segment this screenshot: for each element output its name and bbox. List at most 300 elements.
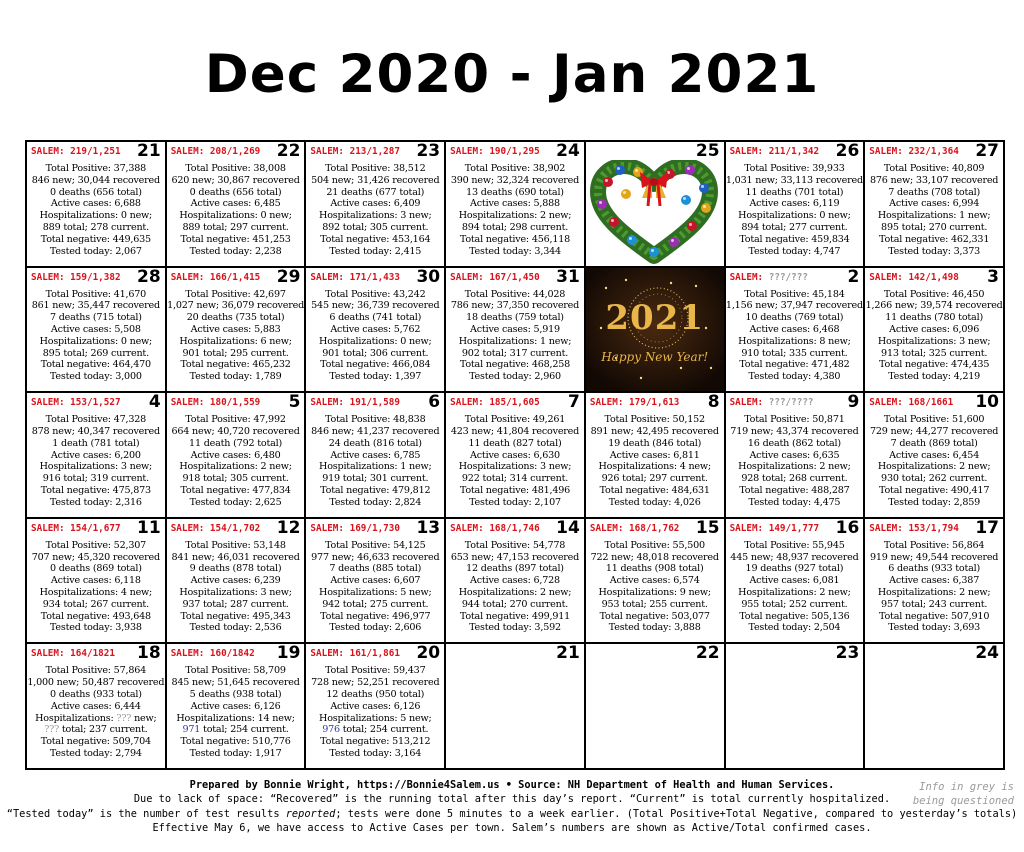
salem-cases-label bbox=[171, 272, 261, 283]
stat-line: Total Positive: 38,512 bbox=[325, 163, 426, 174]
stat-line: 910 total; 335 current. bbox=[741, 347, 848, 359]
day-cell bbox=[726, 519, 866, 645]
stat-line: Active cases: 6,574 bbox=[609, 575, 700, 587]
stat-line: Hospitalizations: 2 new; bbox=[877, 461, 991, 473]
stat-line: 445 new; 48,937 recovered bbox=[730, 551, 859, 563]
stat-line: Total negative: 513,212 bbox=[320, 736, 431, 748]
day-number: 13 bbox=[416, 518, 441, 538]
stat-line: Hospitalizations: 5 new; bbox=[319, 586, 432, 598]
day-number: 21 bbox=[556, 644, 580, 664]
salem-cases-text: SALEM: 159/1,382 bbox=[31, 271, 121, 283]
day-cell bbox=[726, 142, 866, 268]
day-stats bbox=[167, 540, 305, 634]
stat-line: Total negative: 465,232 bbox=[180, 359, 291, 371]
stat-line: 12 deaths (897 total) bbox=[466, 563, 564, 575]
day-number: 9 bbox=[847, 393, 860, 413]
stat-line: Total Positive: 54,125 bbox=[325, 539, 426, 551]
stat-line: Tested today: 3,373 bbox=[888, 245, 981, 257]
stat-line: 20 deaths (735 total) bbox=[186, 312, 285, 324]
salem-cases-label bbox=[450, 272, 540, 283]
day-number: 5 bbox=[288, 393, 301, 413]
day-number: 11 bbox=[137, 518, 161, 538]
stat-line: Total negative: 490,417 bbox=[879, 484, 990, 496]
grey-info-note-line2: being questioned bbox=[912, 795, 1014, 807]
stat-line: 953 total; 255 current. bbox=[601, 598, 708, 610]
stat-line: 5 deaths (938 total) bbox=[189, 688, 282, 700]
salem-cases-label bbox=[171, 648, 255, 659]
day-number: 10 bbox=[975, 393, 999, 413]
stat-line: 902 total; 317 current. bbox=[461, 347, 569, 359]
day-stats bbox=[865, 414, 1003, 508]
salem-cases-label bbox=[310, 146, 400, 157]
stat-line: Total Positive: 42,697 bbox=[185, 288, 286, 300]
day-cell bbox=[446, 268, 586, 394]
footer-note-tested-emphasis: reported bbox=[285, 807, 336, 820]
day-stats bbox=[306, 289, 444, 383]
day-number: 16 bbox=[835, 518, 860, 538]
salem-cases-label bbox=[730, 272, 808, 283]
stat-line: Tested today: 2,067 bbox=[49, 245, 142, 257]
day-cell bbox=[306, 519, 446, 645]
stat-line: 504 new; 31,426 recovered bbox=[311, 174, 440, 186]
stat-line: 1,031 new; 33,113 recovered bbox=[725, 174, 863, 186]
stat-line: 916 total; 319 current. bbox=[42, 473, 149, 485]
stat-line: 934 total; 267 current. bbox=[42, 598, 149, 610]
day-stats bbox=[726, 414, 864, 508]
day-cell bbox=[167, 268, 307, 394]
stat-line: Tested today: 3,888 bbox=[608, 622, 701, 634]
salem-cases-text: SALEM: 211/1,342 bbox=[729, 146, 820, 157]
stat-line: Hospitalizations: 1 new; bbox=[877, 210, 991, 222]
day-cell bbox=[586, 268, 726, 394]
stat-line: Hospitalizations: 0 new; bbox=[39, 210, 153, 222]
stat-line: Total Positive: 53,148 bbox=[185, 539, 286, 551]
stat-line: 6 deaths (933 total) bbox=[888, 563, 981, 575]
day-number: 23 bbox=[416, 142, 441, 161]
salem-cases-text: SALEM: 213/1,287 bbox=[310, 146, 400, 157]
stat-line: 922 total; 314 current. bbox=[461, 473, 569, 485]
stat-line: 895 total; 270 current. bbox=[881, 221, 988, 233]
stat-line: Hospitalizations: 6 new; bbox=[179, 335, 292, 347]
stat-line: Total negative: 451,253 bbox=[180, 233, 291, 245]
stat-line: Hospitalizations: 4 new; bbox=[39, 586, 153, 598]
stat-line: Active cases: 6,118 bbox=[50, 575, 141, 587]
stat-line: Total Positive: 55,945 bbox=[744, 539, 845, 551]
stat-line: Hospitalizations: 3 new; bbox=[179, 586, 292, 598]
stat-line: Active cases: 6,096 bbox=[889, 323, 980, 335]
stat-line: 10 deaths (769 total) bbox=[745, 312, 844, 324]
salem-cases-text: SALEM: 154/1,677 bbox=[31, 522, 121, 534]
stat-line: Active cases: 5,888 bbox=[470, 198, 560, 210]
stat-line: Total negative: 449,635 bbox=[40, 233, 151, 245]
footer-note-tested-part2: ; tests were done 5 minutes to a week earlier. (Total Positive+Total Negative, compared to yesterday’s totals) bbox=[335, 807, 1018, 820]
footer-note-active: Effective May 6, we have access to Active Cases per town. Salem’s numbers are shown as Active/Total confirmed cases. bbox=[152, 822, 872, 835]
day-number: 28 bbox=[137, 267, 161, 287]
day-stats bbox=[586, 414, 724, 508]
stat-line: 1,156 new; 37,947 recovered bbox=[725, 300, 863, 312]
stat-blue-value: 971 bbox=[182, 724, 201, 736]
stat-line: Active cases: 5,883 bbox=[190, 323, 281, 335]
day-cell bbox=[27, 268, 167, 394]
stat-line: Total negative: 484,631 bbox=[599, 484, 710, 496]
stat-line: 11 death (792 total) bbox=[189, 437, 283, 449]
day-stats bbox=[586, 540, 724, 634]
stat-line: 707 new; 45,320 recovered bbox=[31, 551, 160, 563]
salem-cases-text: SALEM: 153/1,794 bbox=[869, 522, 959, 534]
new-year-greeting: Happy New Year! bbox=[601, 349, 709, 364]
stat-line: Active cases: 6,119 bbox=[749, 198, 840, 210]
stat-line: Hospitalizations: 2 new; bbox=[738, 461, 851, 473]
stat-line: 0 deaths (933 total) bbox=[49, 688, 142, 700]
stat-line: 841 new; 46,031 recovered bbox=[171, 551, 300, 563]
stat-line: Total negative: 496,977 bbox=[320, 610, 431, 622]
stat-line: Total negative: 503,077 bbox=[599, 610, 710, 622]
stat-line: 1,027 new; 36,079 recovered bbox=[167, 300, 305, 312]
salem-cases-text: SALEM: 232/1,364 bbox=[869, 146, 959, 157]
stat-line: Total negative: 493,648 bbox=[40, 610, 151, 622]
stat-line: Active cases: 5,919 bbox=[470, 323, 560, 335]
stat-line: Tested today: 3,693 bbox=[888, 622, 981, 634]
stat-line: 891 new; 42,495 recovered bbox=[590, 425, 719, 437]
day-cell bbox=[446, 393, 586, 519]
stat-line: Active cases: 6,081 bbox=[749, 575, 840, 587]
day-cell bbox=[167, 644, 307, 770]
day-number: 22 bbox=[695, 644, 720, 664]
stat-line: 901 total; 295 current. bbox=[182, 347, 289, 359]
salem-cases-label bbox=[31, 648, 115, 659]
day-stats bbox=[726, 289, 864, 383]
stat-line: 1 death (781 total) bbox=[52, 437, 140, 449]
salem-cases-label bbox=[730, 146, 820, 157]
salem-cases-text: SALEM: 154/1,702 bbox=[170, 522, 261, 534]
stat-grey-value: ??? bbox=[44, 724, 60, 736]
day-number: 26 bbox=[835, 142, 860, 161]
stat-line: Total Positive: 44,028 bbox=[464, 288, 566, 300]
stat-line: 894 total; 277 current. bbox=[741, 221, 848, 233]
stat-line: 1,000 new; 50,487 recovered bbox=[27, 677, 165, 689]
stat-line: Active cases: 6,630 bbox=[470, 449, 560, 461]
day-number: 30 bbox=[416, 267, 441, 287]
stat-line: 913 total; 325 current. bbox=[881, 347, 988, 359]
salem-cases-text: SALEM: 166/1,415 bbox=[170, 271, 261, 283]
stat-line: Total Positive: 59,437 bbox=[325, 665, 426, 677]
stat-line: 19 deaths (927 total) bbox=[745, 563, 844, 575]
salem-cases-text: SALEM: 171/1,433 bbox=[310, 271, 400, 283]
day-cell bbox=[586, 644, 726, 770]
stat-line: 895 total; 269 current. bbox=[42, 347, 149, 359]
stat-line: 957 total; 243 current. bbox=[881, 598, 988, 610]
stat-line: Active cases: 6,444 bbox=[50, 700, 141, 712]
stat-line: Tested today: 3,344 bbox=[469, 245, 561, 257]
salem-cases-label bbox=[450, 523, 540, 534]
stat-line: Tested today: 2,536 bbox=[189, 622, 282, 634]
stat-line: Total negative: 477,834 bbox=[180, 484, 291, 496]
stat-line: Total negative: 495,343 bbox=[180, 610, 291, 622]
day-number: 15 bbox=[695, 518, 720, 538]
day-cell bbox=[306, 644, 446, 770]
day-cell bbox=[167, 393, 307, 519]
stat-line: Active cases: 6,785 bbox=[330, 449, 421, 461]
salem-cases-label bbox=[869, 523, 959, 534]
stat-line: 11 deaths (780 total) bbox=[885, 312, 983, 324]
stat-line: Tested today: 3,164 bbox=[329, 747, 422, 759]
stat-line: Total Positive: 48,838 bbox=[325, 414, 426, 426]
stat-line: Hospitalizations: 4 new; bbox=[598, 461, 711, 473]
stat-line: 930 total; 262 current. bbox=[881, 473, 988, 485]
salem-cases-label bbox=[450, 397, 540, 408]
stat-line: Total negative: 456,118 bbox=[459, 233, 571, 245]
stat-line: Tested today: 4,026 bbox=[608, 496, 701, 508]
stat-text: Hospitalizations: bbox=[35, 712, 117, 724]
stat-line: 919 new; 49,544 recovered bbox=[870, 551, 999, 563]
salem-cases-unknown: ???/??? bbox=[768, 271, 808, 283]
stat-line: 620 new; 30,867 recovered bbox=[171, 174, 300, 186]
stat-line: Total Positive: 45,184 bbox=[744, 288, 845, 300]
stat-line: 24 death (816 total) bbox=[328, 437, 422, 449]
stat-line: Hospitalizations: 9 new; bbox=[598, 586, 711, 598]
salem-cases-label bbox=[310, 397, 400, 408]
stat-line: Active cases: 6,200 bbox=[50, 449, 141, 461]
stat-line: 0 deaths (869 total) bbox=[49, 563, 142, 575]
day-cell bbox=[27, 142, 167, 268]
day-number: 19 bbox=[276, 644, 301, 664]
day-cell bbox=[27, 644, 167, 770]
stat-line: Tested today: 3,938 bbox=[49, 622, 142, 634]
day-number: 17 bbox=[975, 518, 999, 538]
stat-line: Total Positive: 47,992 bbox=[185, 414, 286, 426]
stat-line: Total negative: 471,482 bbox=[739, 359, 850, 371]
salem-cases-text: SALEM: bbox=[729, 397, 769, 409]
footer-note-tested bbox=[0, 807, 1024, 821]
stat-line: 894 total; 298 current. bbox=[461, 221, 569, 233]
stat-line: Active cases: 6,688 bbox=[50, 198, 141, 210]
day-number: 4 bbox=[148, 393, 161, 413]
stat-line: Hospitalizations: 1 new; bbox=[458, 335, 572, 347]
stat-line: 926 total; 297 current. bbox=[601, 473, 708, 485]
stat-line: 11 death (827 total) bbox=[468, 437, 562, 449]
day-stats bbox=[27, 289, 165, 383]
stat-line: 918 total; 305 current. bbox=[182, 473, 289, 485]
stat-line: Total Positive: 39,933 bbox=[744, 163, 845, 174]
stat-line: 861 new; 35,447 recovered bbox=[31, 300, 160, 312]
footer bbox=[0, 778, 1024, 836]
salem-cases-text: SALEM: 190/1,295 bbox=[450, 146, 540, 157]
day-cell bbox=[586, 519, 726, 645]
day-number: 6 bbox=[428, 393, 441, 413]
stat-line: Total Positive: 47,328 bbox=[45, 414, 147, 426]
stat-line: Total Positive: 41,670 bbox=[45, 288, 147, 300]
stat-line: 729 new; 44,277 recovered bbox=[870, 425, 999, 437]
day-cell bbox=[306, 142, 446, 268]
stat-line: Total Positive: 37,388 bbox=[45, 163, 147, 174]
stat-line: 11 deaths (701 total) bbox=[745, 186, 844, 198]
day-cell bbox=[446, 644, 586, 770]
day-stats bbox=[306, 540, 444, 634]
stat-line: Tested today: 4,475 bbox=[748, 496, 841, 508]
salem-cases-text: SALEM: 168/1661 bbox=[869, 397, 954, 409]
stat-line: Hospitalizations: 3 new; bbox=[39, 461, 153, 473]
stat-line: Hospitalizations: 3 new; bbox=[458, 461, 572, 473]
day-stats bbox=[446, 414, 584, 508]
stat-line: 653 new; 47,153 recovered bbox=[450, 551, 580, 563]
day-stats bbox=[865, 289, 1003, 383]
day-cell bbox=[726, 644, 866, 770]
salem-cases-text: SALEM: 167/1,450 bbox=[450, 271, 540, 283]
stat-line: 664 new; 40,720 recovered bbox=[171, 425, 300, 437]
stat-line: Total negative: 479,812 bbox=[320, 484, 431, 496]
stat-line: Active cases: 6,454 bbox=[889, 449, 980, 461]
christmas-wreath-heart-icon bbox=[590, 160, 718, 265]
stat-line: Tested today: 2,859 bbox=[888, 496, 981, 508]
stat-line bbox=[167, 724, 305, 736]
day-stats bbox=[27, 163, 165, 257]
stat-line: Tested today: 2,794 bbox=[49, 747, 142, 759]
page-title: Dec 2020 - Jan 2021 bbox=[204, 44, 820, 105]
salem-cases-label bbox=[310, 523, 400, 534]
stat-line: Active cases: 6,635 bbox=[749, 449, 840, 461]
stat-line: Hospitalizations: 2 new; bbox=[458, 586, 572, 598]
stat-line: 878 new; 40,347 recovered bbox=[31, 425, 160, 437]
stat-line: 0 deaths (656 total) bbox=[49, 186, 142, 198]
salem-cases-label bbox=[171, 397, 261, 408]
stat-line: Tested today: 2,960 bbox=[469, 371, 561, 383]
grey-info-note-line1: Info in grey is bbox=[919, 781, 1014, 793]
salem-cases-text: SALEM: 169/1,730 bbox=[310, 522, 400, 534]
stat-grey-value: ??? bbox=[116, 712, 132, 724]
stat-text: total; 237 current. bbox=[59, 724, 148, 736]
stat-line: Tested today: 4,219 bbox=[888, 371, 981, 383]
stat-line: Active cases: 6,480 bbox=[190, 449, 281, 461]
stat-line: Tested today: 2,107 bbox=[469, 496, 561, 508]
stat-line: 937 total; 287 current. bbox=[182, 598, 289, 610]
stat-line: 9 deaths (878 total) bbox=[189, 563, 282, 575]
day-cell bbox=[726, 393, 866, 519]
stat-line: 19 death (846 total) bbox=[608, 437, 702, 449]
salem-cases-label bbox=[31, 146, 121, 157]
stat-line: Total Positive: 52,307 bbox=[45, 539, 147, 551]
calendar-grid bbox=[25, 140, 1005, 770]
stat-line: Total Positive: 56,864 bbox=[883, 539, 985, 551]
day-cell bbox=[726, 268, 866, 394]
salem-cases-label bbox=[869, 272, 959, 283]
stat-line: 846 new; 30,044 recovered bbox=[31, 174, 160, 186]
stat-line: Total Positive: 54,778 bbox=[464, 539, 566, 551]
stat-line: Total Positive: 40,809 bbox=[883, 163, 985, 174]
day-number: 18 bbox=[137, 644, 161, 664]
salem-cases-label bbox=[171, 523, 261, 534]
stat-line: Total negative: 466,084 bbox=[320, 359, 431, 371]
footer-credit: Prepared by Bonnie Wright, https://Bonnie4Salem.us • Source: NH Department of Health and Human Services. bbox=[189, 779, 835, 791]
stat-line: Total negative: 475,873 bbox=[40, 484, 151, 496]
day-stats bbox=[865, 540, 1003, 634]
salem-cases-label bbox=[310, 272, 400, 283]
day-cell bbox=[865, 519, 1005, 645]
stat-line: 901 total; 306 current. bbox=[322, 347, 429, 359]
stat-line: Total negative: 468,258 bbox=[459, 359, 571, 371]
stat-line: Total Positive: 38,902 bbox=[464, 163, 566, 174]
stat-line: Tested today: 2,415 bbox=[329, 245, 422, 257]
salem-cases-text: SALEM: 161/1,861 bbox=[310, 648, 400, 660]
salem-cases-label bbox=[730, 523, 820, 534]
salem-cases-label bbox=[869, 397, 953, 408]
stat-blue-value: 976 bbox=[322, 724, 340, 736]
footer-note-tested-part1: “Tested today” is the number of test results bbox=[6, 807, 286, 820]
stat-line: Total Positive: 50,871 bbox=[744, 414, 845, 426]
stat-line: Tested today: 2,316 bbox=[49, 496, 142, 508]
stat-line: Hospitalizations: 0 new; bbox=[39, 335, 153, 347]
stat-line: Total Positive: 38,008 bbox=[185, 163, 286, 174]
day-number: 14 bbox=[556, 518, 580, 538]
stat-line: Hospitalizations: 8 new; bbox=[738, 335, 851, 347]
day-stats bbox=[726, 540, 864, 634]
day-stats bbox=[306, 414, 444, 508]
day-cell bbox=[865, 268, 1005, 394]
stat-line bbox=[306, 724, 444, 736]
stat-line: Tested today: 2,238 bbox=[189, 245, 282, 257]
stat-line: 13 deaths (690 total) bbox=[466, 186, 564, 198]
stat-line: Hospitalizations: 3 new; bbox=[877, 335, 991, 347]
stat-line: 12 deaths (950 total) bbox=[326, 688, 425, 700]
day-stats bbox=[306, 665, 444, 759]
stat-line: Active cases: 6,728 bbox=[470, 575, 560, 587]
stat-line: Total negative: 481,496 bbox=[459, 484, 571, 496]
day-stats bbox=[446, 289, 584, 383]
day-number: 24 bbox=[975, 644, 999, 664]
day-number: 20 bbox=[416, 644, 441, 664]
day-stats bbox=[167, 163, 305, 257]
stat-line: Tested today: 2,824 bbox=[329, 496, 422, 508]
stat-line: 390 new; 32,324 recovered bbox=[450, 174, 580, 186]
stat-line: 728 new; 52,251 recovered bbox=[311, 677, 440, 689]
stat-line: Hospitalizations: 2 new; bbox=[738, 586, 851, 598]
stat-line: Total Positive: 50,152 bbox=[604, 414, 705, 426]
day-number: 2 bbox=[847, 267, 860, 287]
day-cell bbox=[167, 142, 307, 268]
stat-line: Hospitalizations: 2 new; bbox=[179, 461, 292, 473]
stat-line: Active cases: 6,485 bbox=[190, 198, 281, 210]
day-cell bbox=[446, 519, 586, 645]
day-stats bbox=[446, 163, 584, 257]
day-number: 31 bbox=[556, 267, 580, 287]
stat-line: Tested today: 1,789 bbox=[189, 371, 282, 383]
day-cell bbox=[167, 519, 307, 645]
day-cell bbox=[446, 142, 586, 268]
stat-line: Total Positive: 57,864 bbox=[45, 665, 147, 677]
stat-line: Hospitalizations: 0 new; bbox=[738, 210, 851, 222]
salem-cases-unknown: ???/???? bbox=[768, 397, 814, 409]
stat-line: Hospitalizations: 2 new; bbox=[877, 586, 991, 598]
stat-line: Active cases: 5,508 bbox=[50, 323, 141, 335]
salem-cases-text: SALEM: bbox=[729, 271, 769, 283]
stat-line: 1,266 new; 39,574 recovered bbox=[865, 300, 1003, 312]
salem-cases-label bbox=[31, 523, 121, 534]
stat-line: 722 new; 48,018 recovered bbox=[590, 551, 719, 563]
stat-line: Total negative: 507,910 bbox=[879, 610, 990, 622]
salem-cases-text: SALEM: 219/1,251 bbox=[31, 146, 121, 157]
day-stats bbox=[27, 665, 165, 759]
stat-line: Total Positive: 51,600 bbox=[883, 414, 985, 426]
stat-line: Hospitalizations: 0 new; bbox=[319, 335, 432, 347]
stat-line: 845 new; 51,645 recovered bbox=[171, 677, 300, 689]
day-number: 23 bbox=[835, 644, 860, 664]
stat-line: Active cases: 6,387 bbox=[889, 575, 980, 587]
salem-cases-label bbox=[171, 146, 261, 157]
stat-line: 423 new; 41,804 recovered bbox=[450, 425, 580, 437]
stat-line: 928 total; 268 current. bbox=[741, 473, 848, 485]
day-number: 22 bbox=[276, 142, 301, 161]
day-cell bbox=[865, 142, 1005, 268]
day-number: 12 bbox=[276, 518, 301, 538]
